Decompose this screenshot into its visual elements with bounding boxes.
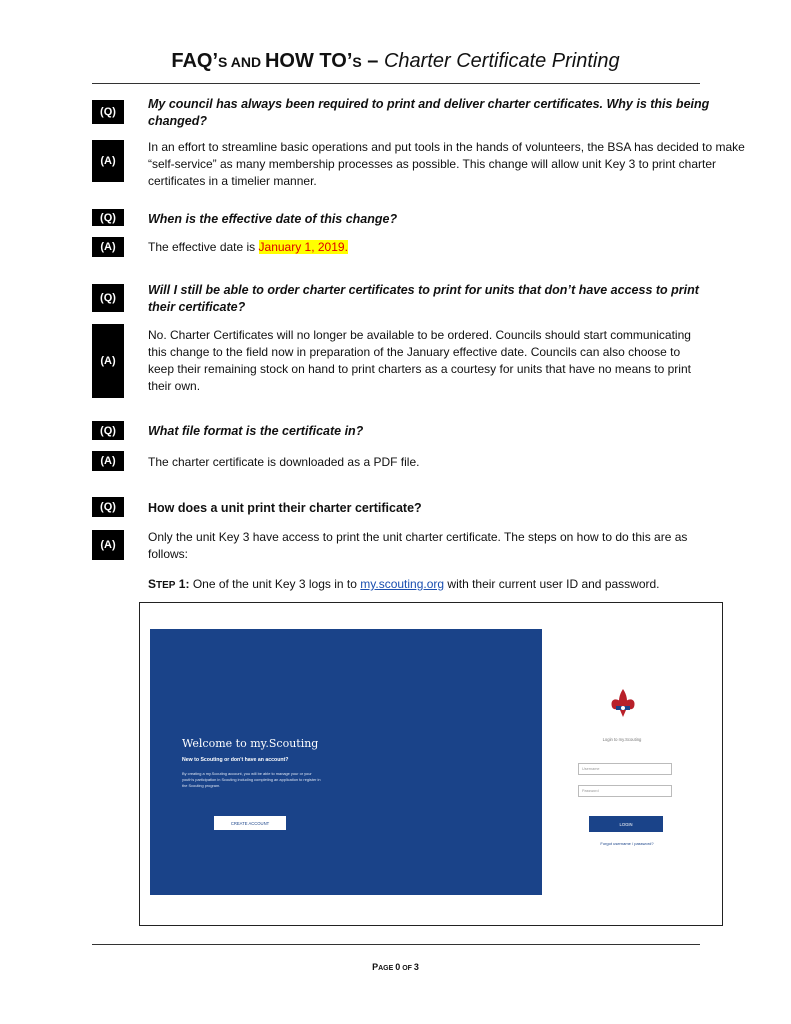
q-tag: (Q) — [92, 284, 124, 312]
title-dash: – — [361, 50, 384, 72]
my-scouting-link[interactable]: my.scouting.org — [360, 577, 445, 591]
q-tag: (Q) — [92, 209, 124, 226]
answer-text: The effective date is — [148, 240, 259, 254]
page-total: 3 — [413, 962, 419, 972]
q-tag: (Q) — [92, 100, 124, 124]
login-button[interactable]: LOGIN — [589, 816, 663, 832]
title-howto: HOW TO’ — [264, 50, 353, 72]
footer-p: P — [372, 962, 379, 972]
top-divider — [92, 83, 700, 84]
faq-answer — [148, 239, 708, 256]
footer-of: OF — [400, 965, 414, 972]
a-tag: (A) — [92, 140, 124, 182]
welcome-heading: Welcome to my.Scouting — [182, 737, 319, 750]
welcome-blurb: By creating a my.Scouting account, you will be able to manage your or your youth's participation in Scouting including completing an application to register in the Scouting program. — [182, 771, 321, 788]
password-field[interactable]: Password — [578, 785, 672, 797]
faq-answer: No. Charter Certificates will no longer be available to be ordered. Councils should start communicating this change to the field now in preparation of the January effective date. Councils can also choose to keep their remaining stock on hand to print charters as a courtesy for units that have no means to print their own. — [148, 328, 691, 393]
step-label-num: 1: — [175, 577, 190, 591]
effective-date-highlight: January 1, 2019. — [258, 240, 348, 254]
faq-answer: In an effort to streamline basic operations and put tools in the hands of volunteers, the BSA has decided to make “self-service” as many membership processes as possible. This change will allow unit Key 3 to print charter certificates in a timelier manner. — [148, 140, 745, 188]
create-account-button[interactable]: CREATE ACCOUNT — [214, 816, 286, 830]
username-field[interactable]: Username — [578, 763, 672, 775]
faq-question: When is the effective date of this change? — [148, 212, 398, 226]
forgot-credentials-link[interactable]: Forgot username / password? — [600, 841, 654, 846]
title-s: S — [352, 54, 362, 70]
login-heading: Login to my.Scouting — [602, 737, 642, 742]
new-to-scouting-text: New to Scouting or don't have an account? — [182, 757, 289, 763]
page-number: 0 — [395, 962, 401, 972]
a-tag: (A) — [92, 324, 124, 398]
step-text: One of the unit Key 3 logs in to — [189, 577, 361, 591]
a-tag: (A) — [92, 530, 124, 560]
welcome-panel — [150, 629, 542, 895]
title-faq: FAQ’ — [171, 50, 219, 72]
faq-question: My council has always been required to print and deliver charter certificates. Why is this being changed? — [148, 97, 710, 128]
faq-answer: The charter certificate is downloaded as a PDF file. — [148, 455, 420, 469]
a-tag: (A) — [92, 451, 124, 471]
step-label-s: S — [148, 577, 157, 591]
bottom-divider — [92, 944, 700, 945]
step-text-end: with their current user ID and password. — [444, 577, 660, 591]
bsa-fleur-de-lis-logo-icon — [608, 687, 638, 719]
faq-answer: Only the unit Key 3 have access to print the unit charter certificate. The steps on how to do this are as follows: — [148, 530, 688, 561]
q-tag: (Q) — [92, 421, 124, 440]
page-title — [0, 50, 791, 73]
a-tag: (A) — [92, 237, 124, 257]
title-and: S AND — [218, 54, 265, 70]
step-1 — [148, 576, 660, 594]
title-subject: Charter Certificate Printing — [383, 50, 620, 72]
faq-question: Will I still be able to order charter certificates to print for units that don’t have access to print their certificate? — [148, 283, 699, 314]
footer-age: AGE — [378, 965, 396, 972]
faq-question: What file format is the certificate in? — [148, 424, 364, 438]
page-footer — [0, 962, 791, 972]
q-tag: (Q) — [92, 497, 124, 517]
faq-question: How does a unit print their charter certificate? — [148, 501, 422, 515]
step-label-tep: TEP — [156, 580, 176, 591]
login-screenshot — [139, 602, 723, 926]
